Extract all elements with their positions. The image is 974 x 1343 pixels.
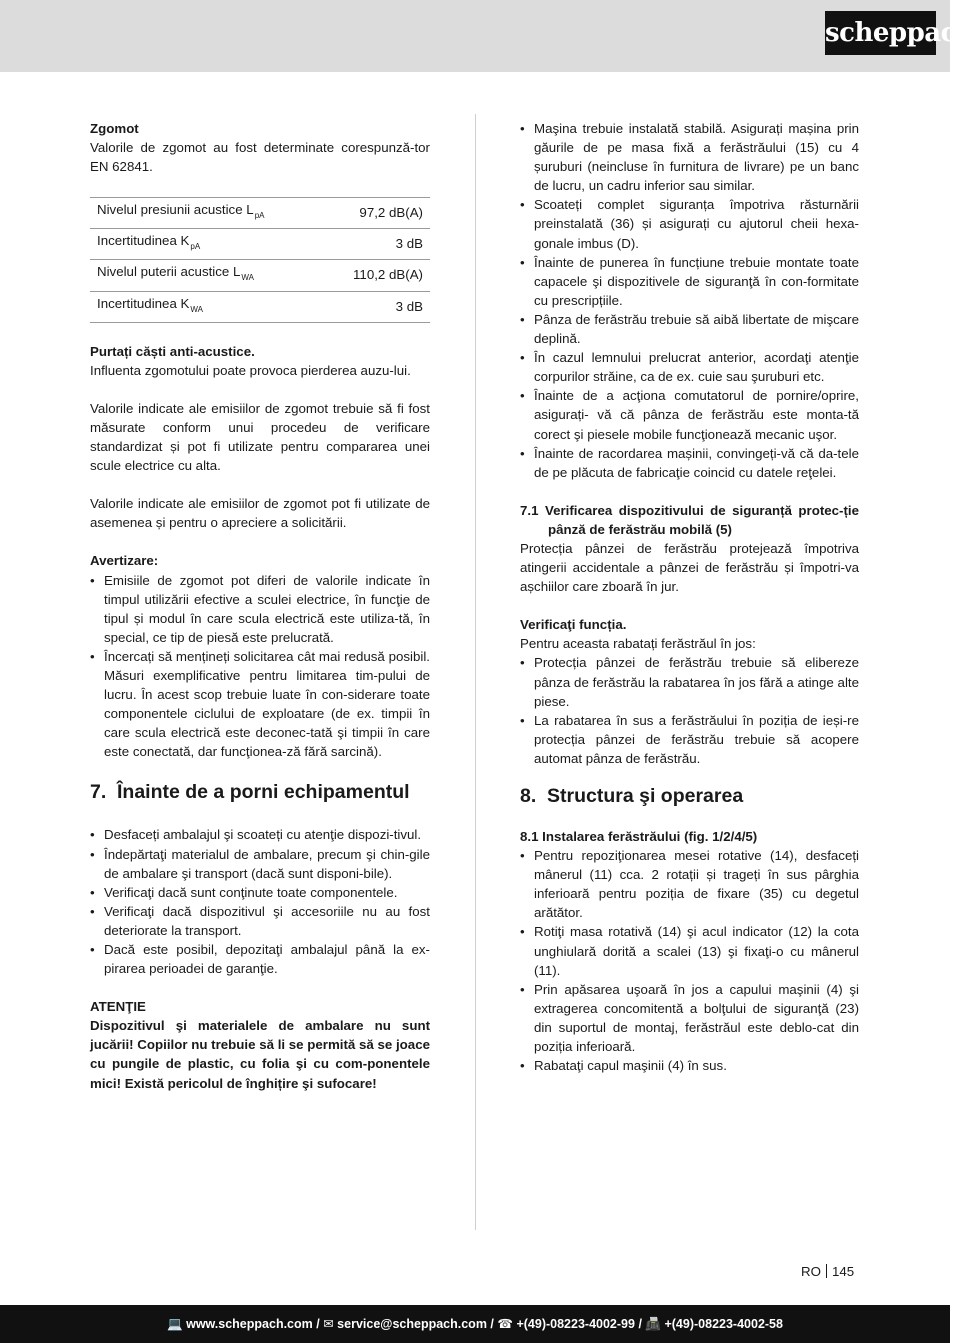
list-item: • Înainte de racordarea mașinii, convingeți-vă că da-tele de pe plăcuta de fabricaţie coincid cu datele reţelei. bbox=[520, 444, 859, 482]
list-item: • Desfaceți ambalajul şi scoateți cu atenţie dispozi-tivul. bbox=[90, 825, 430, 844]
setup-list bbox=[520, 119, 859, 482]
website-link[interactable]: www.scheppach.com bbox=[186, 1317, 313, 1331]
section-7-1-text: Protecția pânzei de ferăstrău protejează împotriva atingerii accidentale a pânzei de ferăstrău și împotri-va așchiilor care zboară în jur. bbox=[520, 540, 859, 595]
list-item: • Pânza de ferăstrău trebuie să aibă libertate de mişcare deplină. bbox=[520, 310, 859, 348]
list-item: • Rotiţi masa rotativă (14) şi acul indicator (12) la cota unghiulară dorită a scalei (13) şi fixaţi-o cu mânerul (11). bbox=[520, 922, 859, 979]
list-item: • Pentru repoziţionarea mesei rotative (14), desfaceți mânerul (11) cca. 2 rotații și trageți în sus pârghia inferioară pentru poziția de fixare (35) cu degetul arătător. bbox=[520, 846, 859, 922]
emission-paragraph-2: Valorile indicate ale emisiilor de zgomot pot fi utilizate de asemenea și pentru o apreciere a solicitării. bbox=[90, 496, 430, 531]
column-divider bbox=[475, 114, 476, 1230]
page-number-value: 145 bbox=[831, 1264, 855, 1279]
list-item: • Rabataţi capul maşinii (4) în sus. bbox=[520, 1056, 859, 1075]
list-item: • Verificaţi dacă sunt conţinute toate componentele. bbox=[90, 883, 430, 902]
table-row bbox=[90, 260, 430, 291]
list-item: • Emisiile de zgomot pot diferi de valorile indicate în timpul utilizării efective a sculei electrice, în funcţie de tipul și modul în care scula electrică este utiliza-tă, în special, ce tip de piesă este prelucrată. bbox=[90, 571, 430, 647]
right-column bbox=[520, 119, 859, 1075]
noise-heading: Zgomot bbox=[90, 121, 139, 136]
list-item: • Prin apăsarea uşoară în jos a capului maşinii (4) şi extragerea concomitentă a bolţului de siguranţă (23) din suportul de montaj, ferăstrăul este deblo-cat din poziția inferioară. bbox=[520, 980, 859, 1056]
section-8-1-list bbox=[520, 846, 859, 1075]
list-item: • La rabatarea în sus a ferăstrăului în poziția de ieși-re protecția pânzei de ferăstrău trebuie să acopere automat pânza de ferăstrău. bbox=[520, 711, 859, 768]
list-item: • Înainte de punerea în funcțiune trebuie montate toate capacele şi dispozitivele de siguranţă în con-formitate cu prescripțiile. bbox=[520, 253, 859, 310]
check-function-heading: Verificaţi funcția. bbox=[520, 617, 627, 633]
language-code: RO bbox=[801, 1264, 821, 1279]
section-7-1-heading: 7.1 Verificarea dispozitivului de siguranță protec-ție pânză de ferăstrău mobilă (5) bbox=[520, 502, 859, 537]
ear-protection-text: Influenta zgomotului poate provoca pierderea auzu-lui. bbox=[90, 362, 411, 378]
attention-text: Dispozitivul şi materialele de ambalare nu sunt jucării! Copiilor nu trebuie să li se permită să se joace cu pungile de plastic, cu folia şi cu com-ponentele mici! Există pericolul de înghițire şi sufocare! bbox=[90, 1018, 430, 1091]
email-link[interactable]: service@scheppach.com bbox=[337, 1317, 487, 1331]
header-bar bbox=[0, 0, 950, 72]
phone-number: +(49)-08223-4002-99 bbox=[516, 1317, 635, 1331]
fax-number: +(49)-08223-4002-58 bbox=[664, 1317, 783, 1331]
warning-heading: Avertizare: bbox=[90, 553, 159, 569]
scheppach-logo: scheppach bbox=[825, 11, 936, 55]
section-8-1-heading: 8.1 Instalarea ferăstrăului (fig. 1/2/4/5) bbox=[520, 829, 758, 844]
page-number bbox=[801, 1264, 854, 1279]
table-cell-value: 3 dB bbox=[322, 291, 430, 322]
list-item: • În cazul lemnului prelucrat anterior, acordaţi atenţie corpurilor străine, ca de ex. cuie sau şuruburi etc. bbox=[520, 348, 859, 386]
list-item: • Dacă este posibil, depozitaţi ambalajul până la ex-pirarea perioadei de garanţie. bbox=[90, 940, 430, 978]
fax-icon: 📠 bbox=[645, 1317, 661, 1331]
footer-bar: 💻 www.scheppach.com / ✉ service@scheppach.com / ☎ +(49)-08223-4002-99 / 📠 +(49)-08223-4002-58 bbox=[0, 1305, 950, 1343]
left-column bbox=[90, 119, 430, 1093]
table-cell-label: Nivelul presiunii acustice $L_{pA}$ bbox=[90, 198, 322, 229]
table-cell-value: 97,2 dB(A) bbox=[322, 198, 430, 229]
list-item: • Încercați să mențineți solicitarea cât mai redusă posibil. Măsuri exemplificative pentru limitarea tim-pului de lucru. În acest scop trebuie luate în con-siderare toate componentele ciclului de exploatare (de ex. timpii în care scula electrică este deconec-tată şi timpii în care este conectată, dar funcţionea-ză fără sarcină). bbox=[90, 647, 430, 762]
mail-icon: ✉ bbox=[323, 1317, 334, 1331]
list-item: • Maşina trebuie instalată stabilă. Asigurați mașina prin găurile de pe masa fixă a ferăstrăului (15) cu 4 șuruburi (neincluse în furnitura de livrare) pe un banc de lucru, un cadru inferior sau similar. bbox=[520, 119, 859, 195]
table-row bbox=[90, 291, 430, 322]
list-item: • Scoateți complet siguranța împotriva răsturnării preinstalată (36) și asigurați cu ajutorul cheii hexa-gonale imbus (D). bbox=[520, 195, 859, 252]
table-cell-label: Nivelul puterii acustice $L_{WA}$ bbox=[90, 260, 322, 291]
table-row bbox=[90, 229, 430, 260]
check-function-intro: Pentru aceasta rabatați ferăstrăul în jos: bbox=[520, 636, 756, 652]
section-7-list bbox=[90, 825, 430, 978]
table-cell-value: 110,2 dB(A) bbox=[322, 260, 430, 291]
computer-icon: 💻 bbox=[167, 1317, 183, 1331]
check-function-list bbox=[520, 653, 859, 768]
list-item: • Înainte de a acţiona comutatorul de pornire/oprire, asigurați- vă că pânza de ferăstrău este monta-tă corect şi piesele mobile funcţionează mecanic uşor. bbox=[520, 386, 859, 443]
table-cell-label: Incertitudinea $K_{pA}$ bbox=[90, 229, 322, 260]
table-cell-value: 3 dB bbox=[322, 229, 430, 260]
list-item: • Îndepărtaţi materialul de ambalare, precum şi chin-gile de ambalare şi transport (dacă sunt disponi-bile). bbox=[90, 845, 430, 883]
table-row bbox=[90, 198, 430, 229]
list-item: • Protecția pânzei de ferăstrău trebuie să elibereze pânza de ferăstrău la rabatarea în jos fără a atinge alte piese. bbox=[520, 653, 859, 710]
page-number-separator bbox=[826, 1264, 827, 1278]
noise-intro: Valorile de zgomot au fost determinate corespunză-tor EN 62841. bbox=[90, 140, 430, 175]
attention-heading: ATENŢIE bbox=[90, 999, 146, 1015]
ear-protection-heading: Purtați căști anti-acustice. bbox=[90, 343, 255, 359]
list-item: • Verificaţi dacă dispozitivul şi accesoriile nu au fost deteriorate la transport. bbox=[90, 902, 430, 940]
section-7-title: 7. Înainte de a porni echipamentul bbox=[90, 781, 410, 804]
noise-table bbox=[90, 197, 430, 322]
phone-icon: ☎ bbox=[497, 1317, 513, 1331]
table-cell-label: Incertitudinea $K_{WA}$ bbox=[90, 291, 322, 322]
section-8-title: 8. Structura şi operarea bbox=[520, 785, 744, 807]
warning-list bbox=[90, 571, 430, 762]
emission-paragraph-1: Valorile indicate ale emisiilor de zgomot trebuie să fi fost măsurate conform unui procedeu de verificare standardizat și pot fi utilizate pentru compararea unei scule electrice cu alta. bbox=[90, 400, 430, 474]
